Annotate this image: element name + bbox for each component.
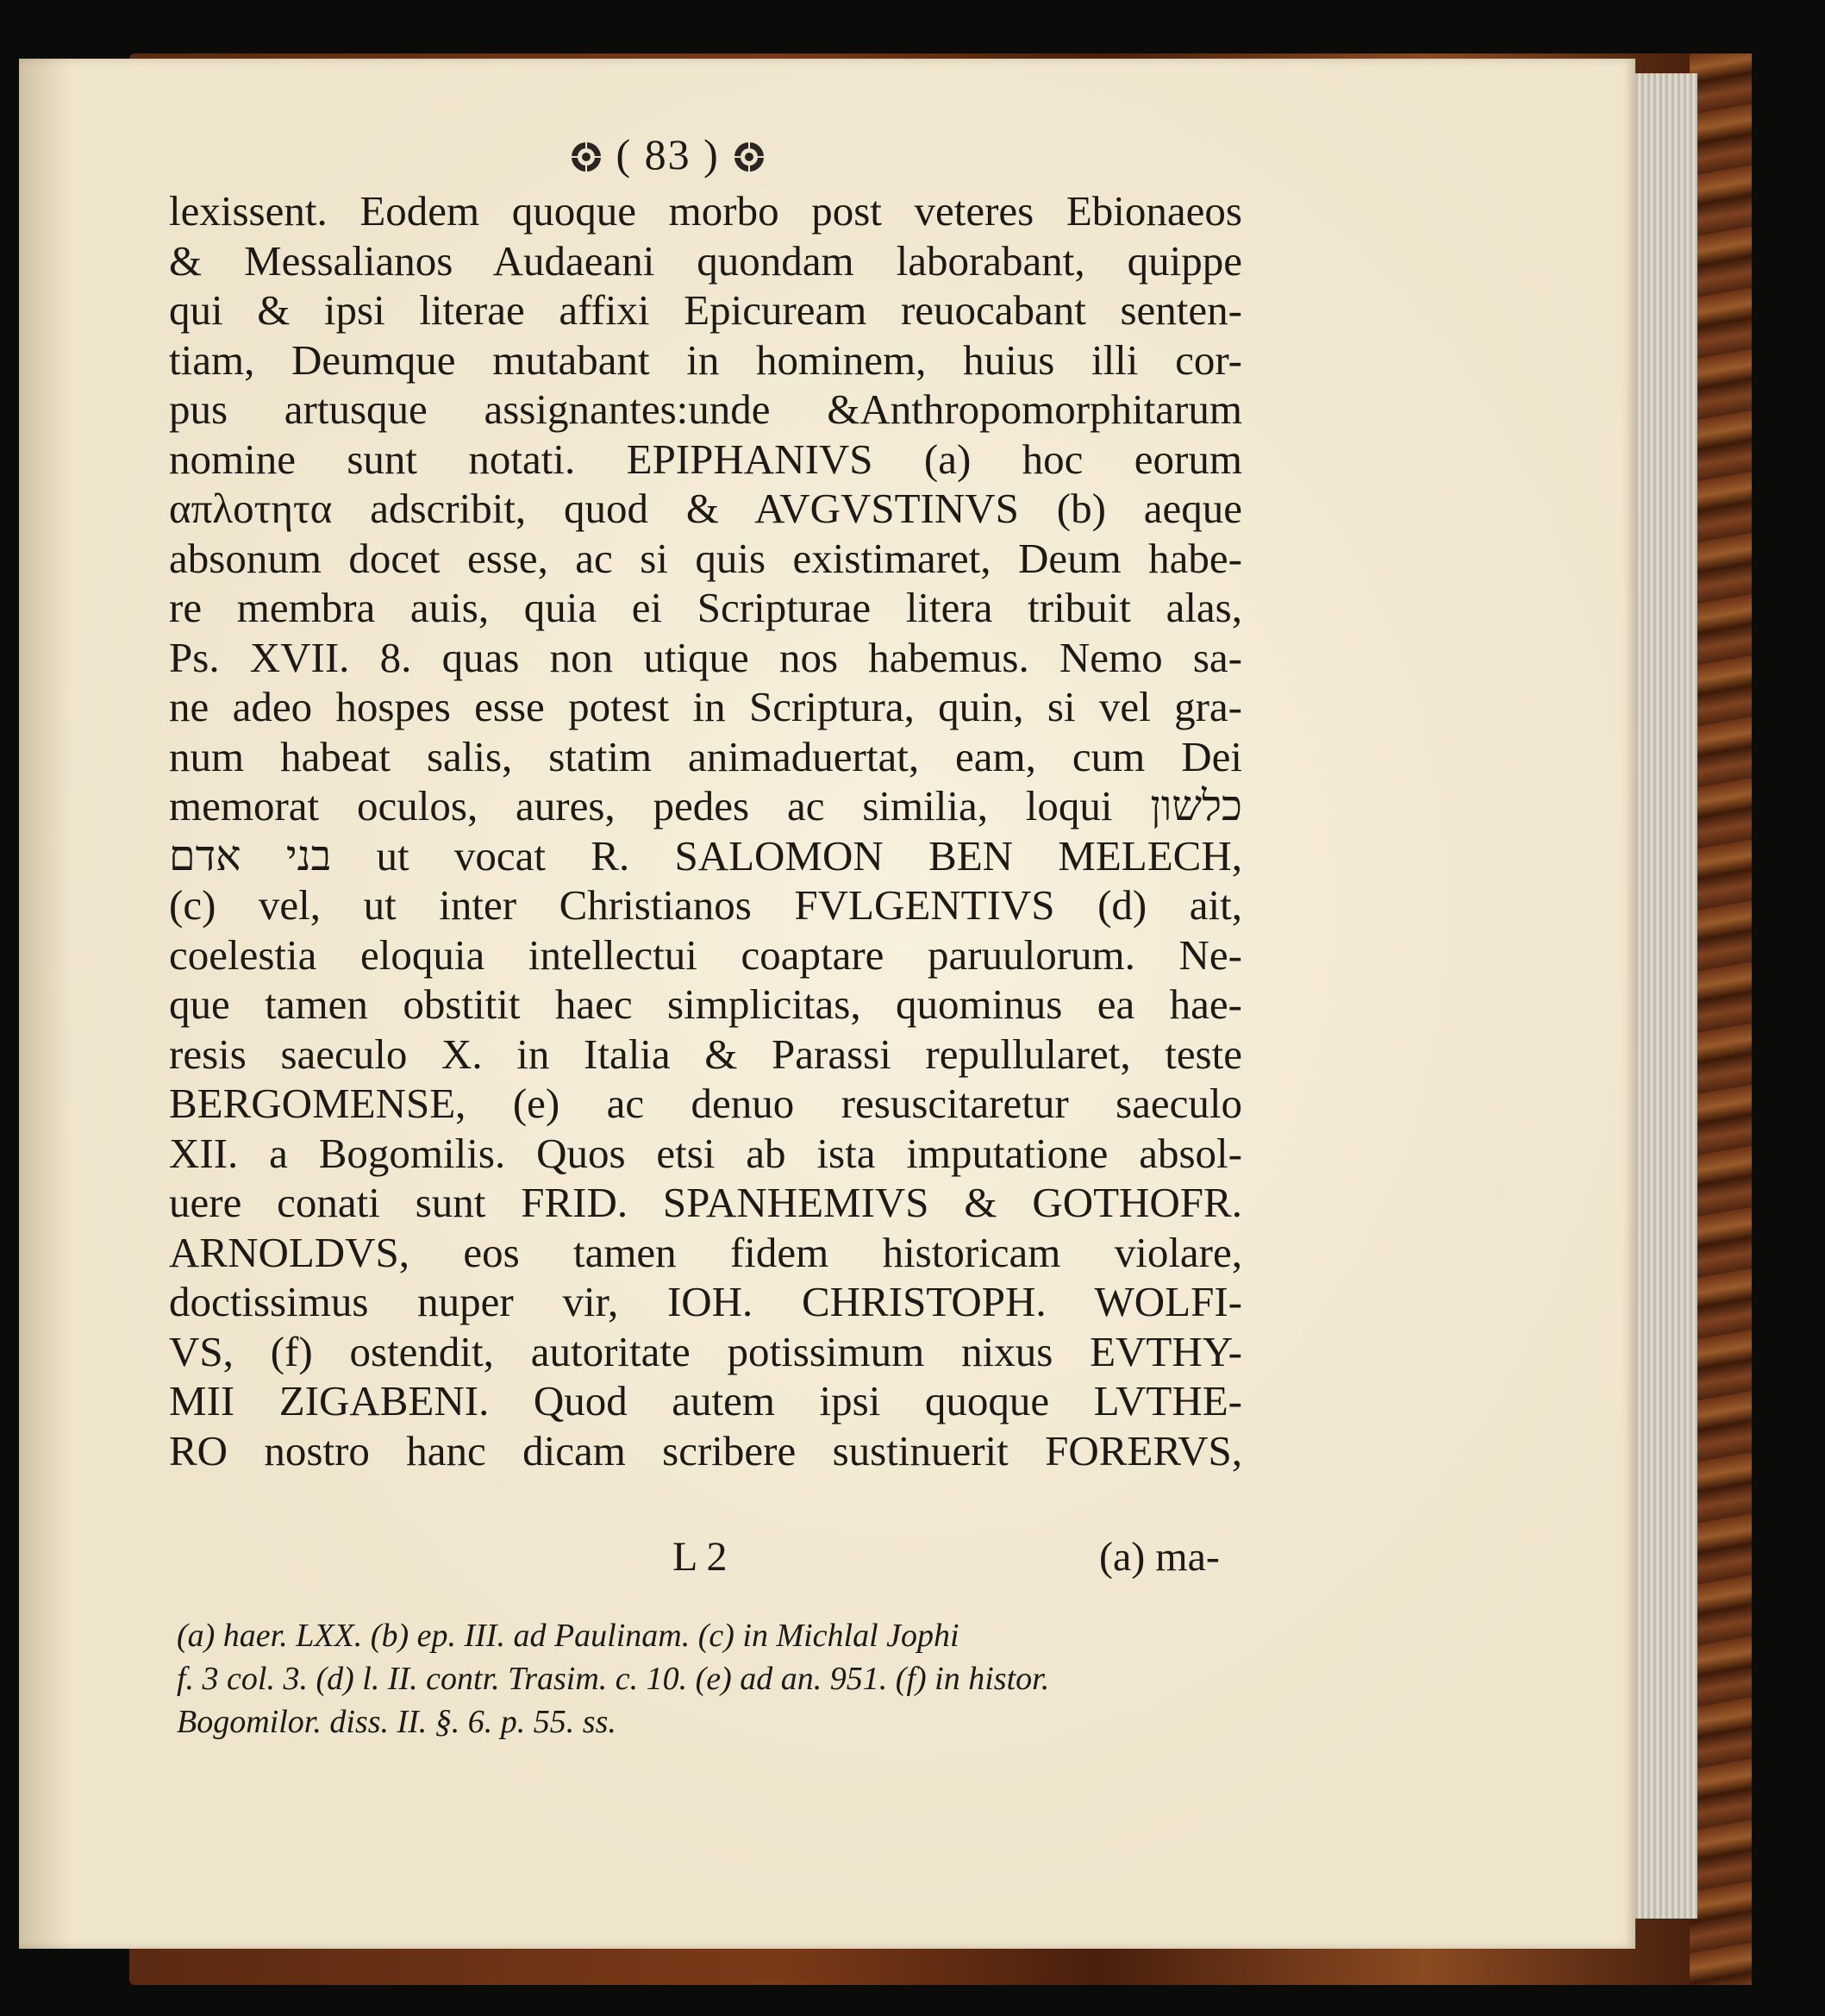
page-header: [569, 129, 766, 179]
text-line: XII. a Bogomilis. Quos etsi ab ista imputatione absol-: [169, 1129, 1242, 1177]
cover-edge: [1690, 53, 1752, 1985]
text-line: & Messalianos Audaeani quondam laborabant, quippe: [169, 236, 1242, 285]
body-text: [169, 186, 1242, 1475]
text-line: pus artusque assignantes:unde &Anthropomorphitarum: [169, 385, 1242, 433]
text-line: ne adeo hospes esse potest in Scriptura, quin, si vel gra-: [169, 683, 1242, 730]
text-line: nomine sunt notati. EPIPHANIVS (a) hoc eorum: [169, 435, 1242, 483]
page-number: ( 83 ): [616, 130, 720, 178]
text-line: absonum docet esse, ac si quis existimaret, Deum habe-: [169, 534, 1242, 582]
text-line: resis saeculo X. in Italia & Parassi repullularet, teste: [169, 1030, 1242, 1078]
text-line: απλοτητα adscribit, quod & AVGVSTINVS (b) aeque: [169, 485, 1242, 532]
text-line: num habeat salis, statim animaduertat, eam, cum Dei: [169, 732, 1242, 780]
text-line: tiam, Deumque mutabant in hominem, huius illi cor-: [169, 335, 1242, 384]
footnote-line: Bogomilor. diss. II. §. 6. p. 55. ss.: [177, 1704, 616, 1740]
text-line: VS, (f) ostendit, autoritate potissimum nixus EVTHY-: [169, 1327, 1242, 1375]
page-edges: [1625, 73, 1697, 1919]
rosette-ornament-left-icon: [569, 140, 603, 174]
text-line: memorat oculos, aures, pedes ac similia, loqui כלשון: [169, 782, 1242, 830]
footnote-line: f. 3 col. 3. (d) l. II. contr. Trasim. c. 10. (e) ad an. 951. (f) in histor.: [177, 1661, 1050, 1697]
text-line: ARNOLDVS, eos tamen fidem historicam violare,: [169, 1228, 1242, 1276]
text-line: Ps. XVII. 8. quas non utique nos habemus. Nemo sa-: [169, 633, 1242, 681]
text-line: que tamen obstitit haec simplicitas, quominus ea hae-: [169, 980, 1242, 1028]
text-line: re membra auis, quia ei Scripturae litera tribuit alas,: [169, 584, 1242, 631]
catchword: (a) ma-: [1099, 1534, 1220, 1580]
text-line: doctissimus nuper vir, IOH. CHRISTOPH. WOLFI-: [169, 1278, 1242, 1325]
footnotes: [177, 1614, 1237, 1744]
text-line: uere conati sunt FRID. SPANHEMIVS & GOTHOFR.: [169, 1179, 1242, 1226]
text-line: (c) vel, ut inter Christianos FVLGENTIVS (d) ait,: [169, 881, 1242, 929]
rosette-ornament-right-icon: [732, 140, 766, 174]
signature-mark: L 2: [672, 1534, 728, 1580]
text-line: qui & ipsi literae affixi Epicuream reuocabant senten-: [169, 286, 1242, 334]
text-line: lexissent. Eodem quoque morbo post veteres Ebionaeos: [169, 187, 1242, 235]
text-line: RO nostro hanc dicam scribere sustinuerit FORERVS,: [169, 1426, 1242, 1474]
text-line: BERGOMENSE, (e) ac denuo resuscitaretur saeculo: [169, 1080, 1242, 1127]
text-line: MII ZIGABENI. Quod autem ipsi quoque LVTHE-: [169, 1377, 1242, 1424]
text-line: בני אדם ut vocat R. SALOMON BEN MELECH,: [169, 831, 1242, 880]
text-line: coelestia eloquia intellectui coaptare paruulorum. Ne-: [169, 930, 1242, 979]
footnote-line: (a) haer. LXX. (b) ep. III. ad Paulinam. (c) in Michlal Jophi: [177, 1618, 959, 1654]
